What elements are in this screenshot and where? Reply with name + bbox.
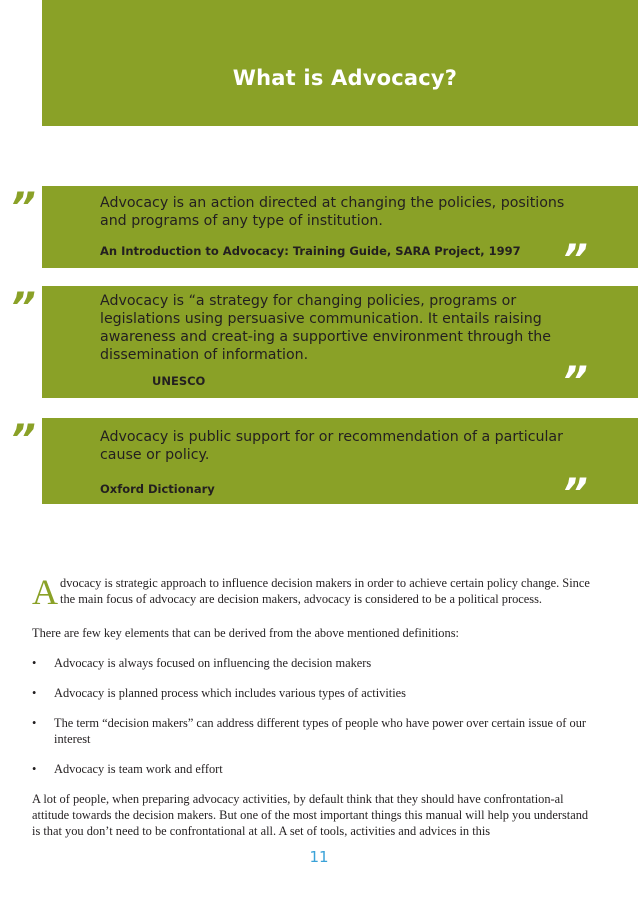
open-quote-icon: ” (10, 417, 36, 463)
list-item-text: The term “decision makers” can address different types of people who have power over certain issue of our interest (54, 716, 587, 746)
intro-paragraph (32, 572, 592, 612)
list-item-text: Advocacy is always focused on influencing the decision makers (54, 656, 372, 670)
elements-intro: There are few key elements that can be derived from the above mentioned definitions: (32, 626, 459, 640)
quote-text: Advocacy is “a strategy for changing policies, programs or legislations using persuasive communication. It entails raising awareness and creat-ing a supportive environment through the dissemination of information. (100, 293, 551, 363)
close-quote-icon: ” (562, 359, 588, 405)
open-quote-icon: ” (10, 285, 36, 331)
bullet-icon: • (32, 716, 37, 730)
quote-source: UNESCO (152, 374, 206, 388)
title-band (42, 0, 638, 126)
intro-text: dvocacy is strategic approach to influence decision makers in order to achieve certain policy change. Since the main focus of advocacy are decision makers, advocacy is considered to be a political process. (60, 576, 590, 606)
quote-box-3 (10, 417, 638, 517)
quote-box-2 (10, 285, 638, 405)
bullet-icon: • (32, 686, 37, 700)
quote-source: An Introduction to Advocacy: Training Guide, SARA Project, 1997 (100, 244, 521, 258)
quote-text: Advocacy is public support for or recommendation of a particular cause or policy. (100, 429, 563, 463)
closing-paragraph: A lot of people, when preparing advocacy activities, by default think that they should have confrontation-al attitude towards the decision makers. But one of the most important things this manual will help you understand is that you don’t need to be confrontational at all. A set of tools, activities and advices in this (32, 792, 589, 838)
close-quote-icon: ” (562, 237, 588, 283)
bullet-icon: • (32, 656, 37, 670)
drop-cap: A (32, 572, 58, 612)
page-number: 11 (309, 848, 329, 866)
list-item-text: Advocacy is planned process which includes various types of activities (54, 686, 407, 700)
close-quote-icon: ” (562, 471, 588, 517)
quote-box-1 (10, 185, 638, 283)
quote-text: Advocacy is an action directed at changing the policies, positions and programs of any type of institution. (100, 195, 565, 229)
page-title: What is Advocacy? (232, 66, 458, 90)
list-item-text: Advocacy is team work and effort (54, 762, 223, 776)
open-quote-icon: ” (10, 185, 36, 231)
bullet-icon: • (32, 762, 37, 776)
quote-source: Oxford Dictionary (100, 482, 215, 496)
